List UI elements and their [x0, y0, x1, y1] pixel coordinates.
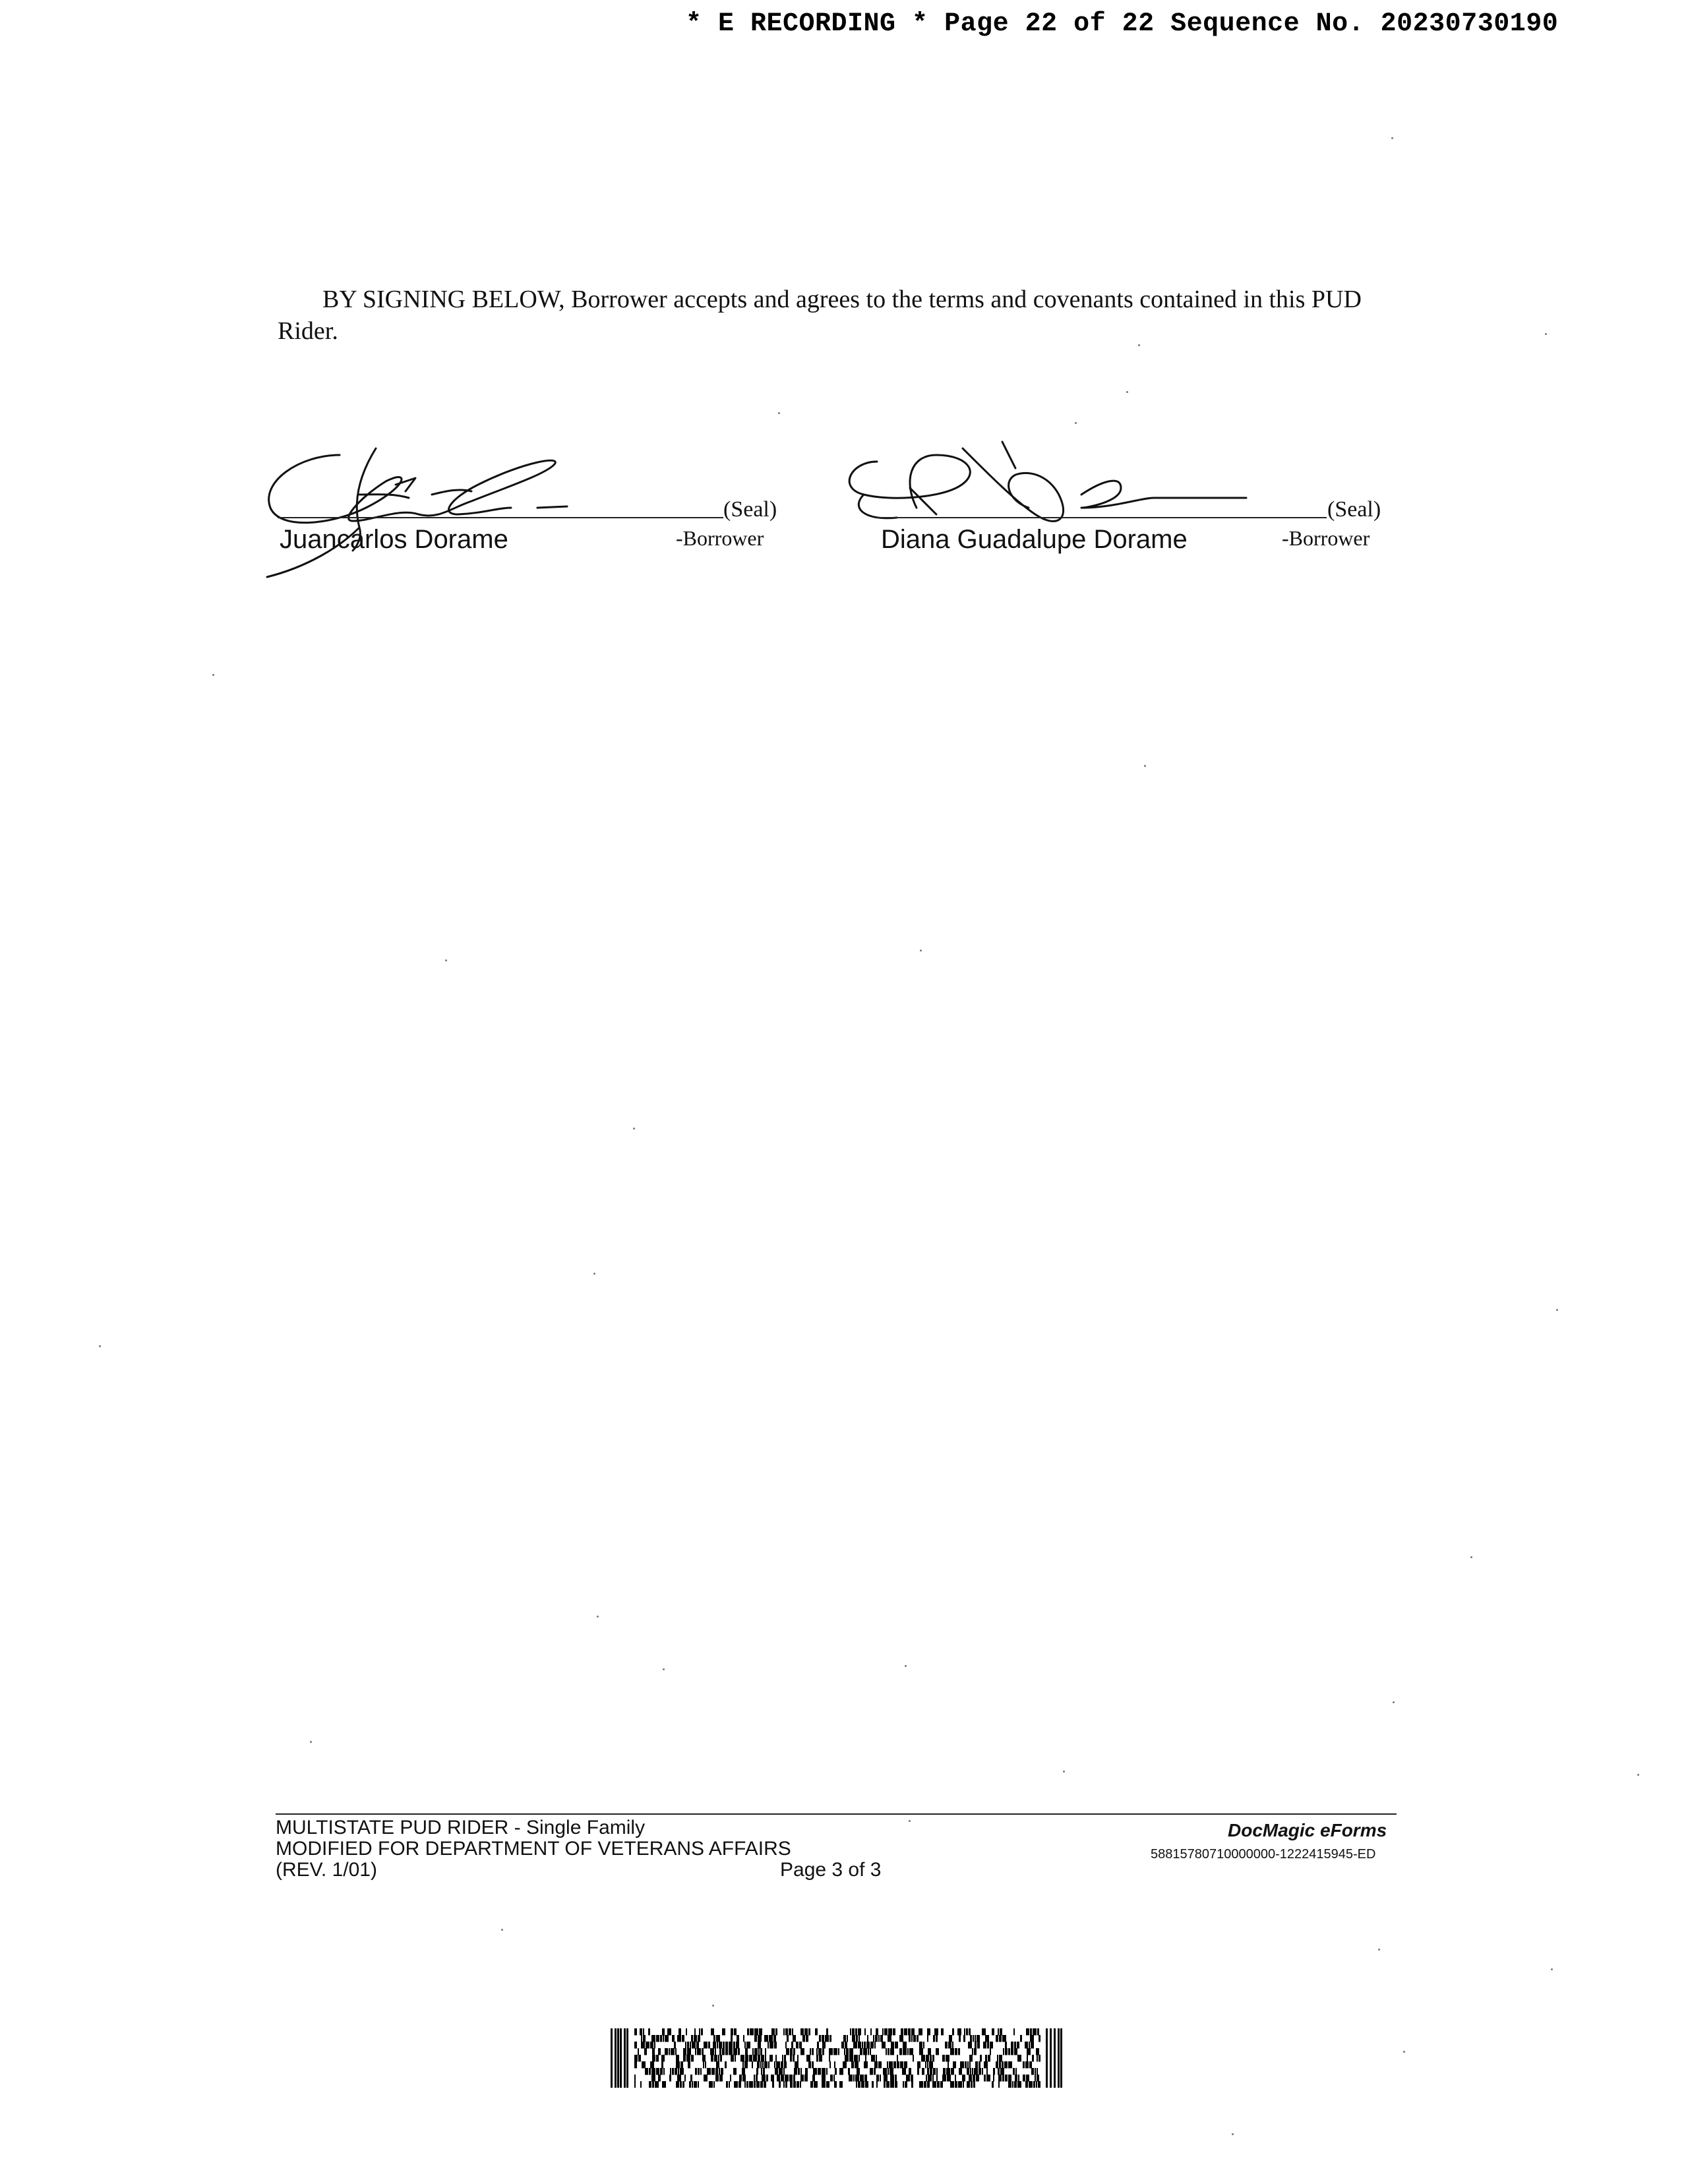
acceptance-line-1: BY SIGNING BELOW, Borrower accepts and agrees to the terms and covenants contained in this PUD: [322, 286, 1362, 313]
form-title-line-1: MULTISTATE PUD RIDER - Single Family: [276, 1817, 646, 1838]
barcode: [611, 2028, 1063, 2088]
docmagic-logo: DocMagic eForms: [1228, 1820, 1387, 1840]
recording-header: * E RECORDING * Page 22 of 22 Sequence No. 20230730190: [686, 9, 1559, 39]
footer-rule: [276, 1813, 1397, 1815]
borrower-role-1: -Borrower: [676, 526, 764, 550]
seal-label-1: (Seal): [723, 497, 777, 522]
acceptance-line-2: Rider.: [278, 317, 338, 345]
seal-label-2: (Seal): [1327, 497, 1381, 522]
page-number: Page 3 of 3: [780, 1859, 882, 1881]
form-title-line-2: MODIFIED FOR DEPARTMENT OF VETERANS AFFAIRS: [276, 1838, 791, 1860]
form-revision: (REV. 1/01): [276, 1859, 377, 1881]
acceptance-paragraph: [278, 284, 1399, 347]
borrower-name-2: Diana Guadalupe Dorame: [881, 525, 1188, 554]
handwritten-signature-1: [260, 409, 603, 587]
signature-line-2: [874, 517, 1327, 518]
signature-line-1: [278, 517, 723, 518]
document-id: 58815780710000000-1222415945-ED: [1151, 1847, 1376, 1862]
borrower-name-1: Juancarlos Dorame: [280, 525, 508, 554]
borrower-role-2: -Borrower: [1282, 526, 1370, 550]
